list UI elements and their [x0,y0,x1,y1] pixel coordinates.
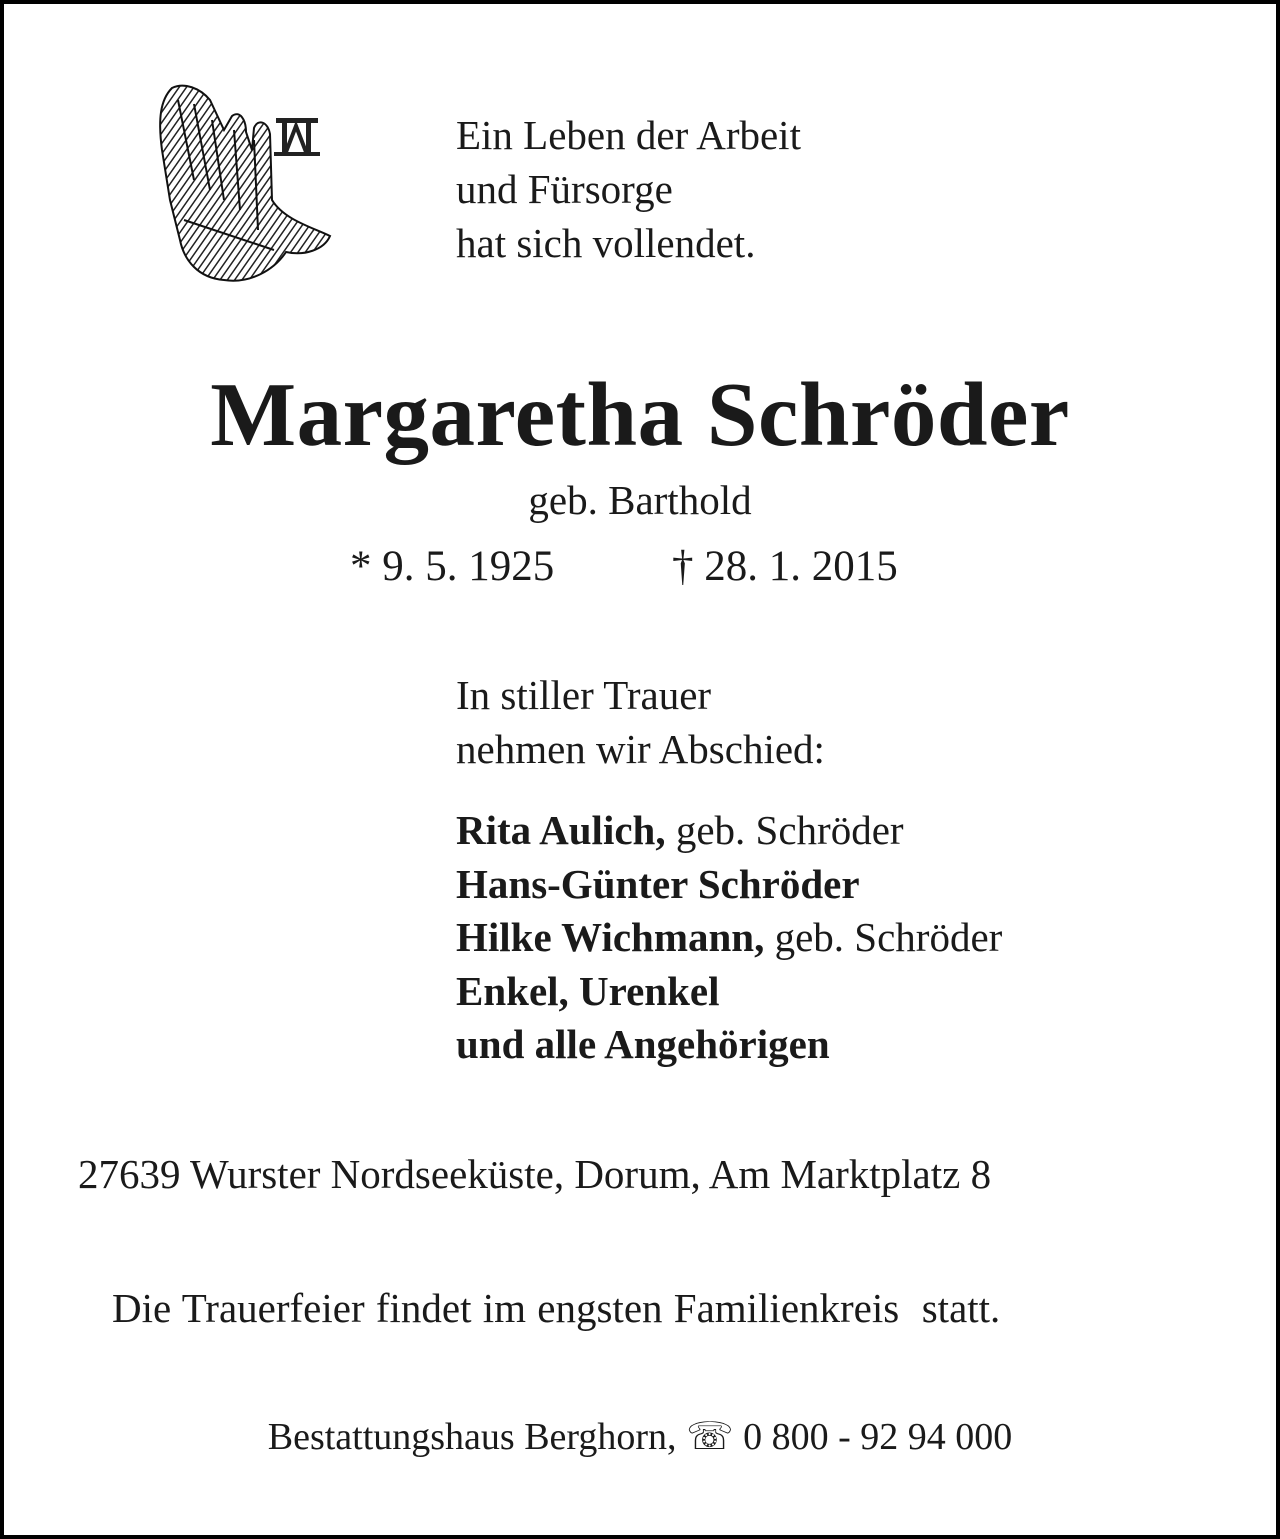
undertaker-name: Bestattungshaus Berghorn, [267,1416,677,1458]
family-member-name: Hilke Wichmann, [456,914,765,960]
deceased-name: Margaretha Schröder [210,364,1070,465]
family-member-name: Hans-Günter Schröder [456,860,860,907]
ceremony-text: Die Trauerfeier findet im engsten Familienkreis statt. [112,1285,1001,1331]
monogram-logo-icon [272,114,322,158]
family-list [456,804,1002,1072]
birth-date: * 9. 5. 1925 [350,543,555,590]
family-member [456,1018,1002,1072]
family-member-name: Enkel, Urenkel [456,967,720,1014]
obituary-notice [4,4,1276,1535]
family-member-note: geb. Schröder [665,807,904,853]
mourning-line: In stiller Trauer [456,672,712,718]
family-member [456,858,1002,912]
undertaker-line [4,1411,1276,1463]
family-member-name: Rita Aulich, [456,807,666,853]
praying-hands-icon [154,80,334,286]
family-member [456,965,1002,1019]
mourning-line: nehmen wir Abschied: [456,726,825,772]
phone-icon: ☏ [686,1416,734,1458]
family-member [456,804,1002,858]
death-date: † 28. 1. 2015 [672,543,898,590]
family-member [456,911,1002,965]
mourning-text [456,668,825,776]
motto-line: Ein Leben der Arbeit [456,112,801,158]
address-text: 27639 Wurster Nordseeküste, Dorum, Am Marktplatz 8 [78,1151,992,1197]
family-member-note: geb. Schröder [764,914,1003,960]
undertaker-phone: 0 800 - 92 94 000 [743,1416,1013,1458]
motto-text [456,108,801,270]
motto-line: hat sich vollendet. [456,220,756,266]
motto-line: und Fürsorge [456,166,673,212]
family-member-name: und alle Angehörigen [456,1021,830,1067]
maiden-name: geb. Barthold [528,477,752,523]
